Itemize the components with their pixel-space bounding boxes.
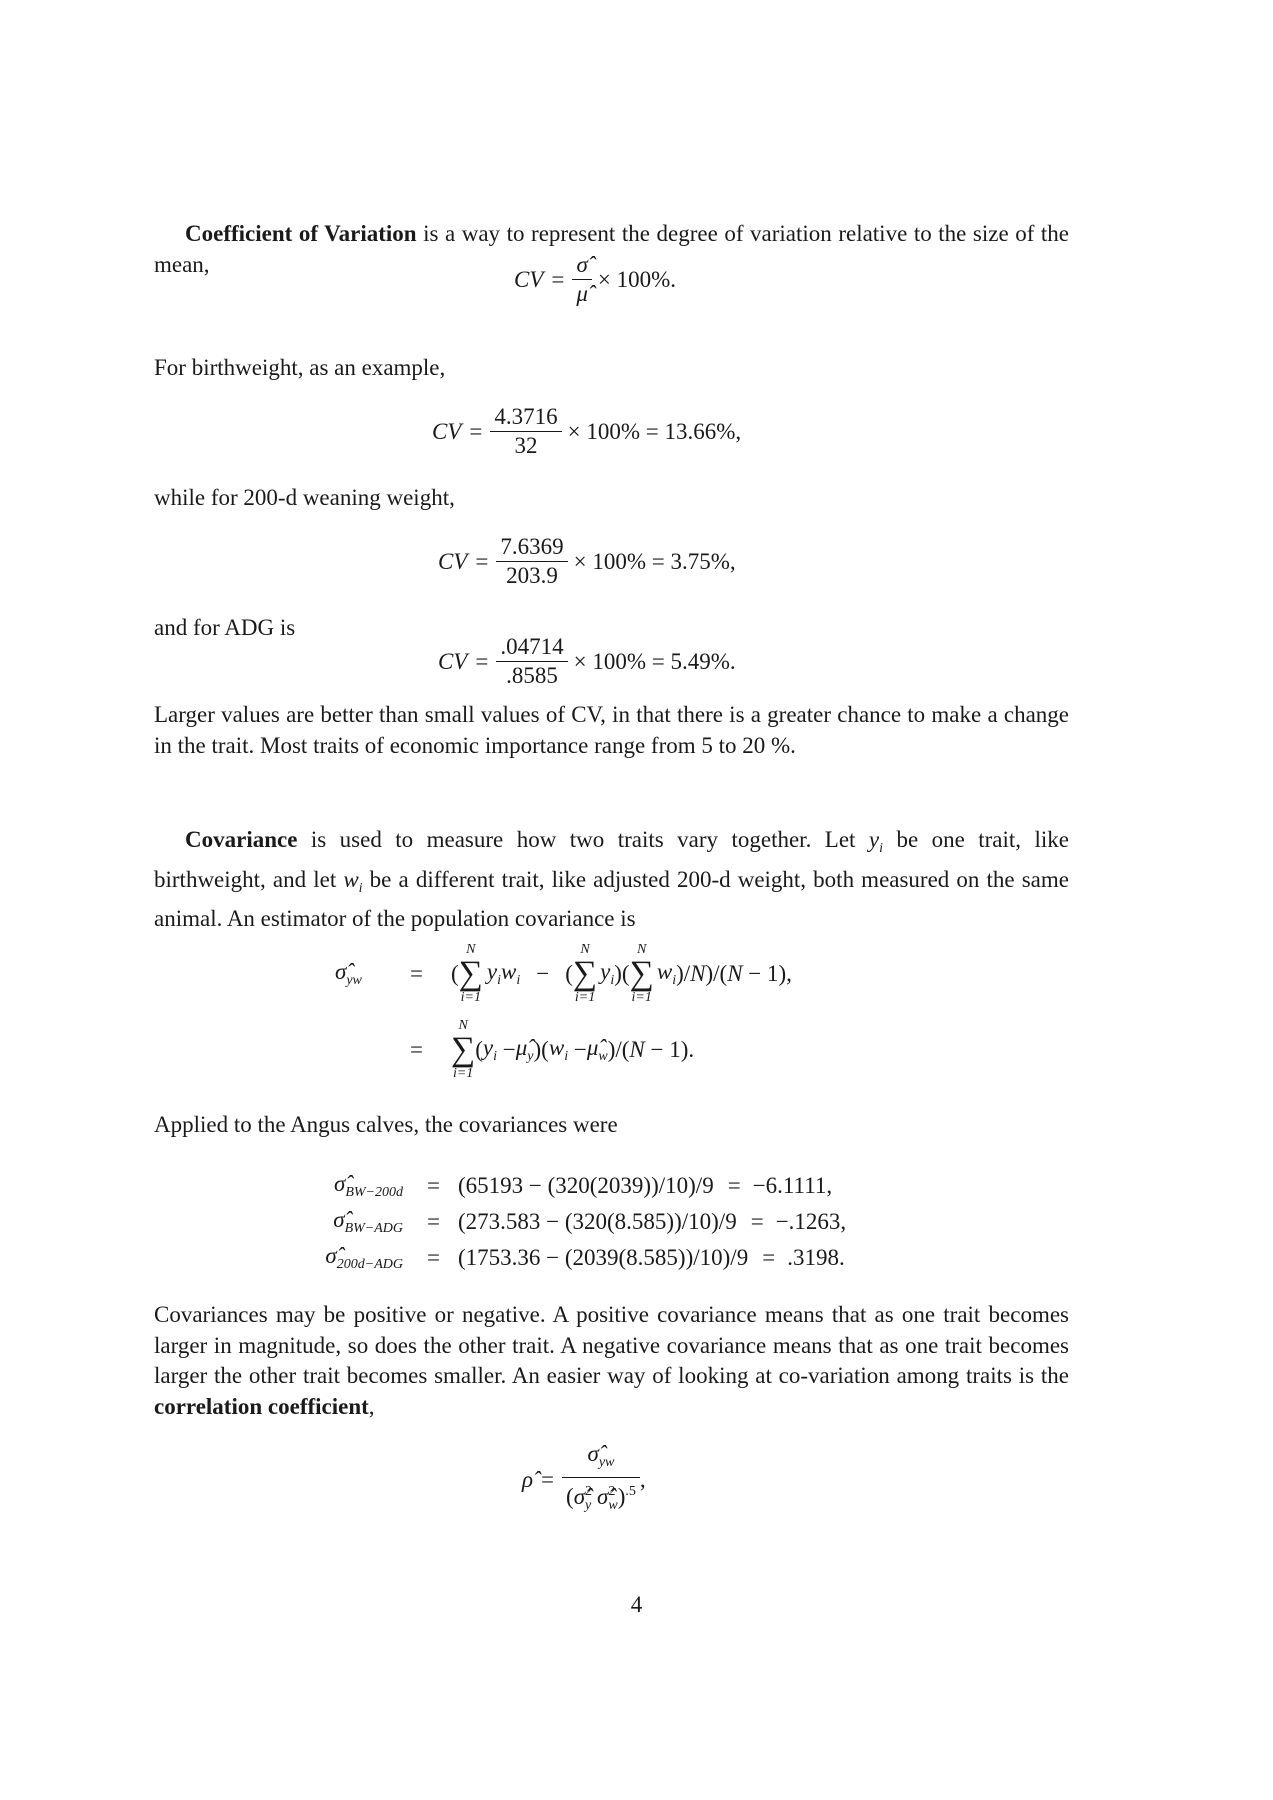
ww-den: 203.9 — [506, 563, 558, 588]
page-number: 4 — [630, 1592, 643, 1617]
ww-result: × 100% = 3.75%, — [573, 548, 736, 574]
cov-row-expr: (65193 − (320(2039))/10)/9 — [457, 1173, 714, 1198]
applied-label: Applied to the Angus calves, the covariances were — [154, 1112, 618, 1137]
adg-formula: CV = $\frac{.04714}{.8585}$ × 100% = 5.49%. — [438, 634, 736, 688]
cov-intro-paragraph: Covariance is used to measure how two traits vary together. Let $y_i$ be one trait, like birthweight, and let $w_i$ be a different trait, like adjusted 200-d weight, both measured on the same animal. An estimator of the population covariance is — [154, 827, 1069, 931]
cov-term: Covariance — [185, 827, 298, 852]
bw-result: × 100% = 13.66%, — [567, 418, 742, 444]
bw-fraction — [490, 403, 561, 460]
wi-symbol: w — [343, 866, 359, 892]
bw-formula: CV = $\frac{4.3716}{32}$ × 100% = 13.66%, — [432, 404, 742, 458]
cov-intro-a: is used to measure how two traits vary together. Let — [297, 827, 869, 852]
cov-row-value: .3198. — [787, 1245, 845, 1270]
cv-formula-tail: × 100%. — [597, 266, 677, 292]
adg-label: and for ADG is — [154, 615, 296, 640]
covariance-values — [290, 1168, 846, 1276]
cov-row: $\sigmâ_{BW-200d}$ = (65193 − (320(2039))/10)/9 = −6.1111, — [333, 1171, 833, 1200]
cv-formula-num: σ̂ — [572, 251, 592, 280]
correlation-formula: ρ̂ = $\frac{\sigmâ_{yw}}{(\sigmâ^2_y \sigmâ^2_w)^{.5}}$ , — [522, 1441, 646, 1513]
adg-fraction — [496, 633, 567, 690]
cv-term: Coefficient of Variation — [185, 221, 417, 246]
cov-row-value: −6.1111, — [752, 1173, 833, 1198]
ww-num: 7.6369 — [496, 533, 567, 562]
cov-row-value: −.1263, — [775, 1209, 847, 1234]
bw-label: For birthweight, as an example, — [154, 355, 446, 380]
ww-formula: CV = $\frac{7.6369}{203.9}$ × 100% = 3.75%, — [438, 534, 736, 588]
cv-intro-text: is a way to represent the degree of variation relative to the size of the mean, — [154, 221, 1070, 277]
bw-num: 4.3716 — [490, 403, 561, 432]
adg-den: .8585 — [506, 663, 558, 688]
cv-formula-den: μ̂ — [576, 281, 588, 306]
corr-term: correlation coefficient — [154, 1393, 369, 1419]
ww-fraction — [496, 533, 567, 590]
cv-conclusion-paragraph: Larger values are better than small values of CV, in that there is a greater chance to make a change in the trait. Most traits of economic importance range from 5 to 20 %. — [154, 702, 1069, 758]
cov-row-expr: (1753.36 − (2039(8.585))/10)/9 — [457, 1245, 749, 1270]
cov-row-expr: (273.583 − (320(8.585))/10)/9 — [457, 1209, 737, 1234]
explanation-text: Covariances may be positive or negative. A positive covariance means that as one trait becomes larger in magnitude, so does the other trait. A negative covariance means that as one trait becomes larger the other trait becomes smaller. An easier way of looking at co-variation among traits is the — [154, 1302, 1069, 1388]
yi-symbol: y — [868, 827, 880, 852]
cov-row: $\sigmâ_{BW-ADG}$ = (273.583 − (320(8.585))/10)/9 = −.1263, — [333, 1207, 847, 1236]
cov-row: $\sigmâ_{200d-ADG}$ = (1753.36 − (2039(8.585))/10)/9 = .3198. — [325, 1243, 845, 1272]
bw-den: 32 — [514, 433, 538, 458]
cov-estimator: $\sigmâ_{yw}$ = ( N ∑ i=1 $y_iw_i$ − ( N ∑ i=1 $y_i$ )( N ∑ i=1 $w_i$ )/ N )/( N − 1), = N ∑ i=1 ( $y_i$ − $\mû_y$ )( $w_i$ − $\mû_w$ )/( N − 1). — [335, 942, 792, 1081]
ww-label: while for 200-d weaning weight, — [154, 485, 455, 510]
cov-intro-c: be a different trait, like adjusted 200-d weight, both measured on the same animal. An estimator of the population covariance is — [154, 866, 1069, 931]
cov-intro-b: be one trait, like birthweight, and let — [154, 827, 1069, 892]
adg-result: × 100% = 5.49%. — [573, 648, 736, 674]
explanation-paragraph: Covariances may be positive or negative. A positive covariance means that as one trait becomes larger in magnitude, so does the other trait. A negative covariance means that as one trait becomes larger the other trait becomes smaller. An easier way of looking at co-variation among traits is the correlation coefficient, — [154, 1302, 1069, 1419]
cv-formula-fraction — [572, 251, 592, 308]
cv-formula-lhs: CV — [514, 266, 544, 292]
cv-formula: CV = $\frac{\sigmâ}{\mû}$ × 100%. — [514, 252, 677, 306]
adg-num: .04714 — [496, 633, 567, 662]
